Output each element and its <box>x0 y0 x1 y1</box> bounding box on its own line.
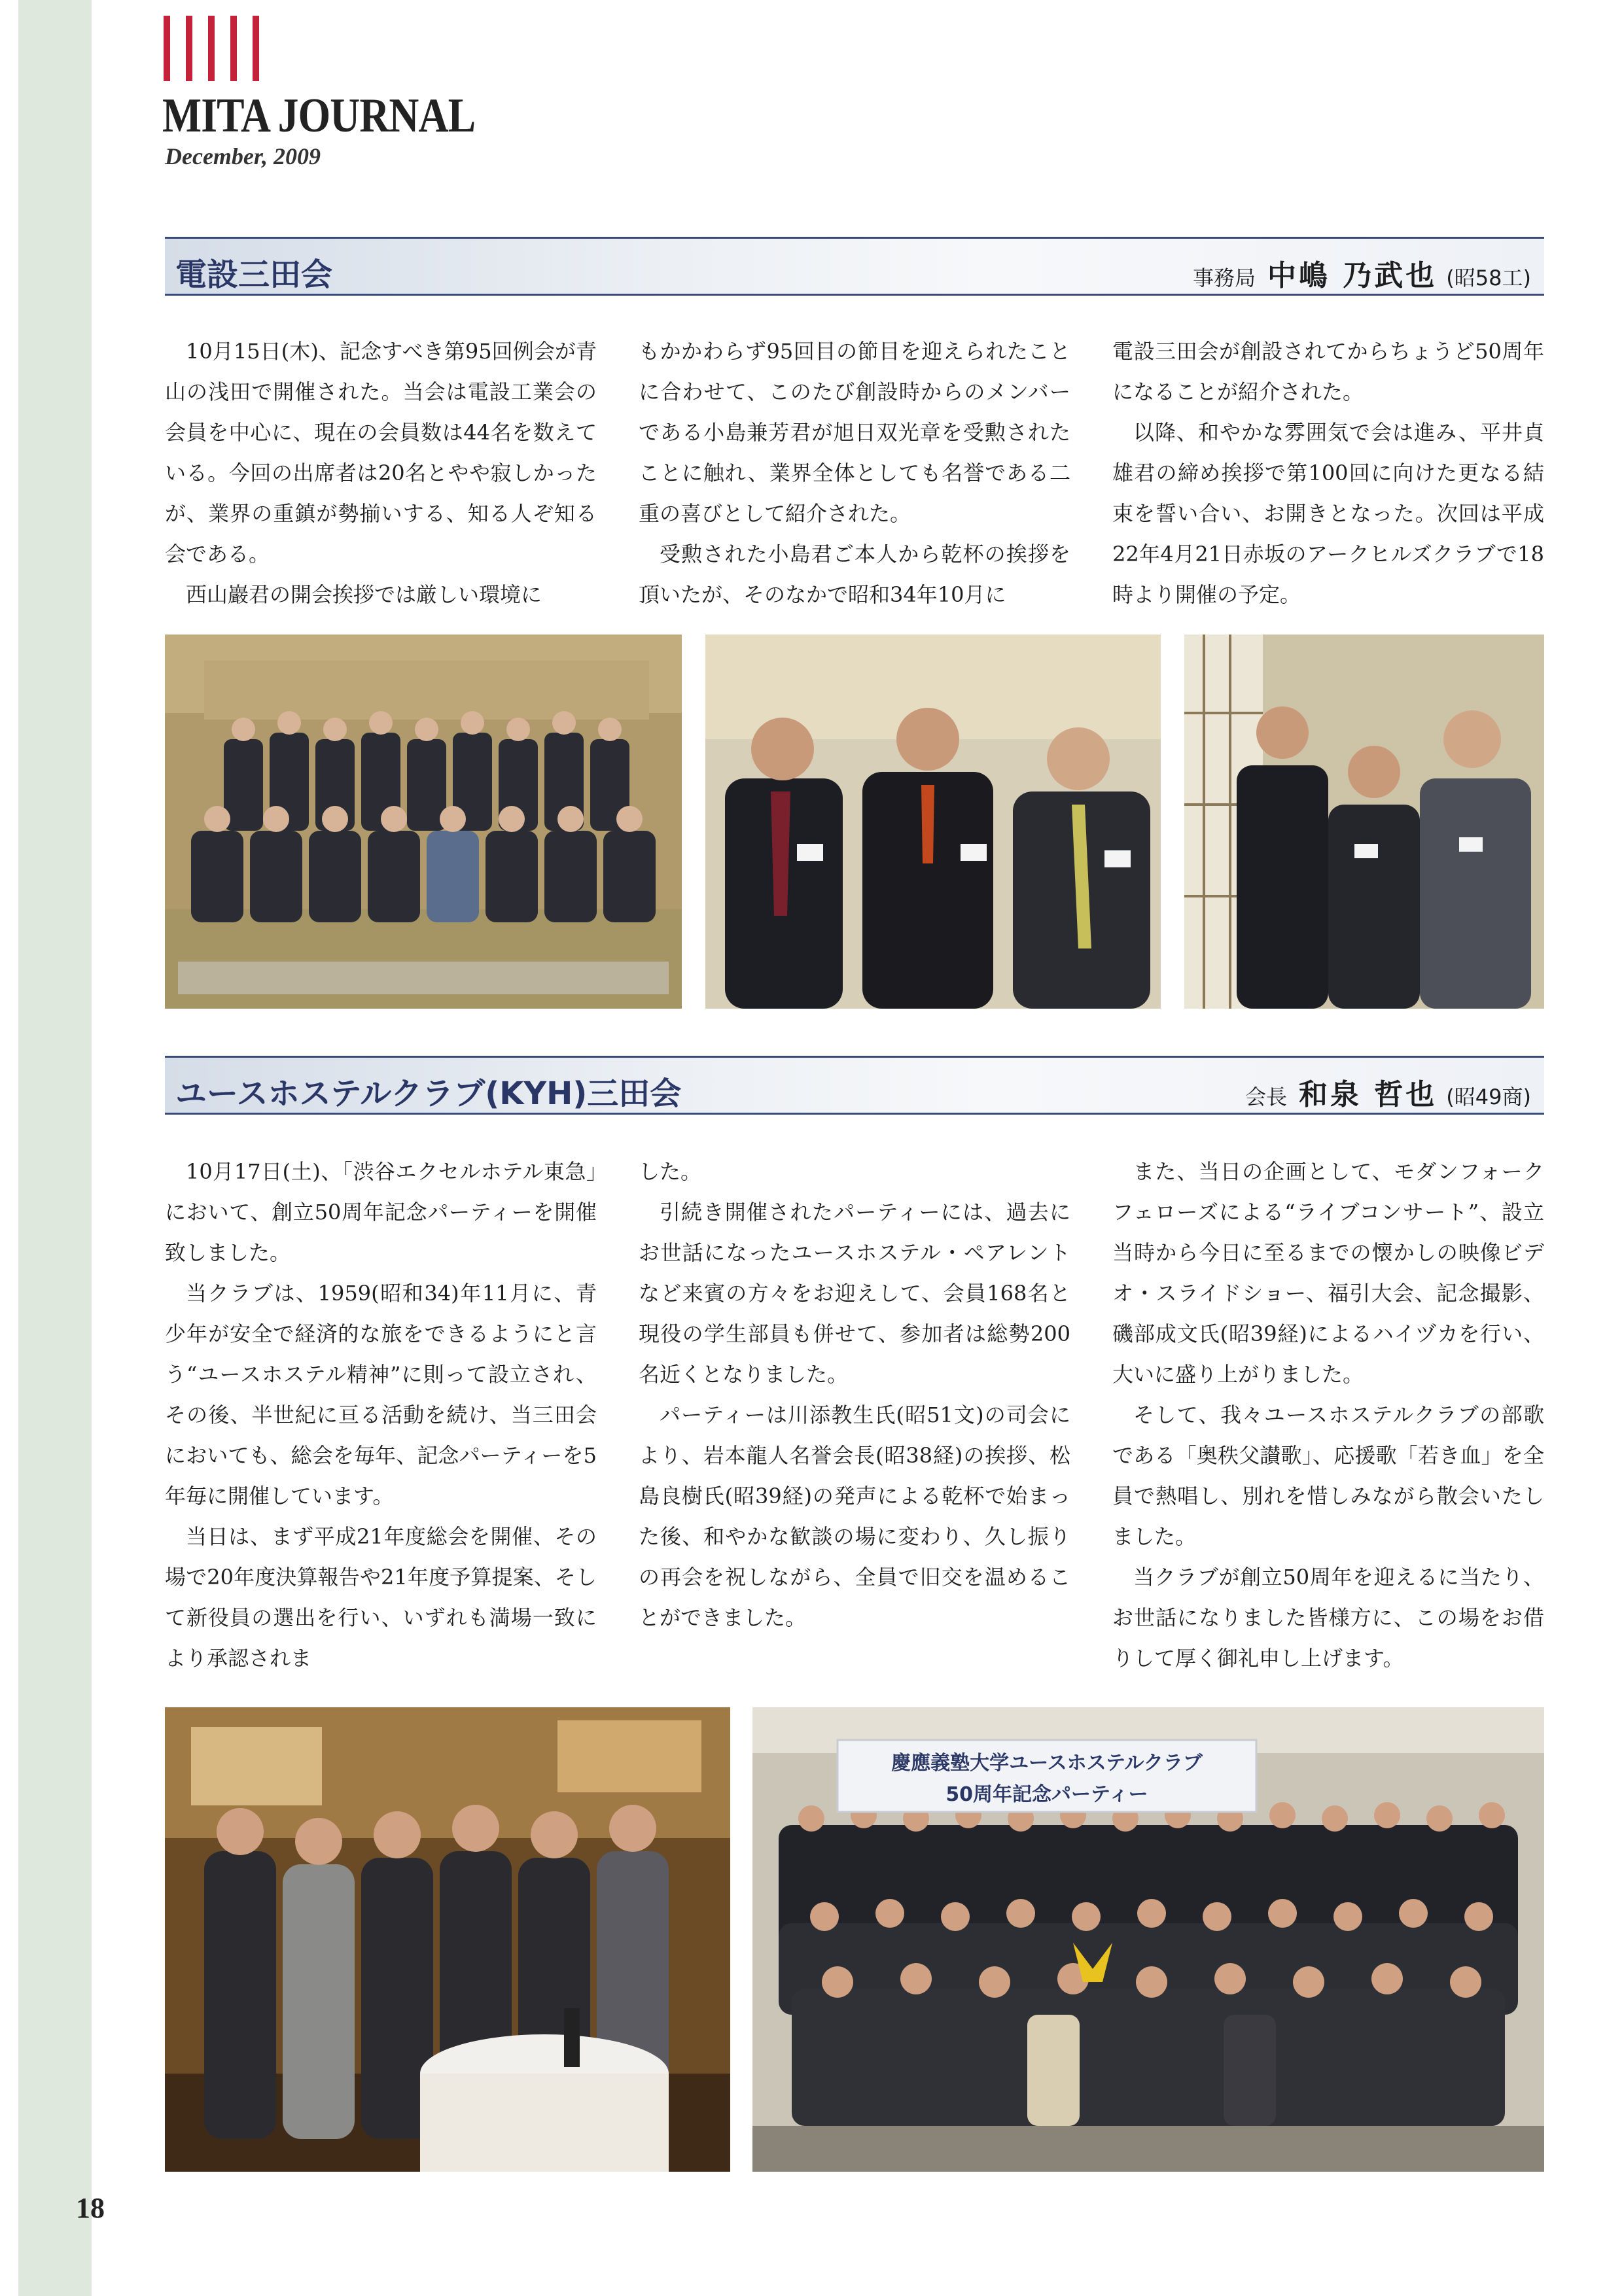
section1-author-name: 中嶋 乃武也 <box>1267 259 1438 292</box>
section2-author-name: 和泉 哲也 <box>1298 1078 1438 1111</box>
photo-three-men-standing <box>1184 635 1544 1009</box>
paragraph: 電設三田会が創設されてからちょうど50周年になることが紹介された。 <box>1112 339 1544 404</box>
paragraph: 以降、和やかな雰囲気で会は進み、平井貞雄君の締め挨拶で第100回に向けた更なる結束を誓い合い、お開きとなった。次回は平成22年4月21日赤坂のアークヒルズクラブで18時より開催の予定。 <box>1112 420 1544 607</box>
journal-title: MITA JOURNAL <box>162 89 476 143</box>
paragraph: 西山巖君の開会挨拶では厳しい環境に <box>186 582 542 607</box>
section1-author-role: 事務局 <box>1192 266 1256 290</box>
section1-header <box>165 237 1544 296</box>
section1-column-1 <box>165 331 597 615</box>
section2-title: ユースホステルクラブ(KYH)三田会 <box>175 1075 682 1112</box>
journal-logo-bars <box>164 16 268 81</box>
banner-line-2: 50周年記念パーティー <box>945 1783 1148 1806</box>
section2-header <box>165 1056 1544 1115</box>
section2-column-2 <box>639 1151 1070 1638</box>
section1-byline <box>1193 252 1531 294</box>
section1-column-3 <box>1112 331 1544 615</box>
section2-column-1 <box>165 1151 597 1679</box>
issue-date: December, 2009 <box>165 143 321 169</box>
paragraph: 受勲された小島君ご本人から乾杯の挨拶を頂いたが、そのなかで昭和34年10月に <box>639 542 1070 607</box>
paragraph: 引続き開催されたパーティーには、過去にお世話になったユースホステル・ペアレントなど来賓の方々をお迎えして、会員168名と現役の学生部員も併せて、参加者は総勢200名近くとなりました。 <box>639 1200 1070 1387</box>
section2-byline <box>1245 1071 1531 1113</box>
section1-column-2 <box>639 331 1070 615</box>
page-number: 18 <box>76 2192 105 2224</box>
paragraph: もかかわらず95回目の節目を迎えられたことに合わせて、このたび創設時からのメンバーである小島兼芳君が旭日双光章を受勲されたことに触れ、業界全体としても名誉である二重の喜びとして紹介された。 <box>639 339 1070 526</box>
section2-author-role: 会長 <box>1244 1085 1287 1109</box>
paragraph: パーティーは川添教生氏(昭51文)の司会により、岩本龍人名誉会長(昭38経)の挨拶、松島良樹氏(昭39経)の発声による乾杯で始まった後、和やかな歓談の場に変わり、久し振りの再会を祝しながら、全員で旧交を温めることができました。 <box>639 1402 1070 1630</box>
side-color-strip <box>18 0 92 2296</box>
photo-singing-group <box>165 1707 730 2172</box>
paragraph: また、当日の企画として、モダンフォークフェローズによる“ライブコンサート”、設立当時から今日に至るまでの懐かしの映像ビデオ・スライドショー、福引大会、記念撮影、磯部成文氏(昭39経)によるハイヅカを行い、大いに盛り上がりました。 <box>1112 1159 1544 1387</box>
photo-anniversary-group <box>752 1707 1544 2172</box>
photo-group-seated <box>165 635 682 1009</box>
paragraph: そして、我々ユースホステルクラブの部歌である「奥秩父讃歌」、応援歌「若き血」を全員で熱唱し、別れを惜しみながら散会いたしました。 <box>1112 1402 1544 1549</box>
paragraph: 10月15日(木)、記念すべき第95回例会が青山の浅田で開催された。当会は電設工業会の会員を中心に、現在の会員数は44名を数えている。今回の出席者は20名とやや寂しかったが、業界の重鎮が勢揃いする、知る人ぞ知る会である。 <box>165 339 597 566</box>
photo-three-men-seated <box>705 635 1161 1009</box>
paragraph: 当クラブが創立50周年を迎えるに当たり、お世話になりました皆様方に、この場をお借りして厚く御礼申し上げます。 <box>1112 1565 1544 1671</box>
paragraph: 当クラブは、1959(昭和34)年11月に、青少年が安全で経済的な旅をできるようにと言う“ユースホステル精神”に則って設立され、その後、半世紀に亘る活動を続け、当三田会においても、総会を毎年、記念パーティーを5年毎に開催しています。 <box>165 1281 597 1508</box>
banner-line-1: 慶應義塾大学ユースホステルクラブ <box>891 1752 1203 1775</box>
paragraph: 当日は、まず平成21年度総会を開催、その場で20年度決算報告や21年度予算提案、そして新役員の選出を行い、いずれも満場一致により承認されま <box>165 1524 597 1671</box>
paragraph: した。 <box>639 1159 702 1184</box>
section2-author-class: (昭49商) <box>1446 1085 1531 1109</box>
section1-author-class: (昭58工) <box>1446 266 1531 290</box>
section2-column-3 <box>1112 1151 1544 1679</box>
section1-title: 電設三田会 <box>175 256 333 293</box>
paragraph: 10月17日(土)、「渋谷エクセルホテル東急」において、創立50周年記念パーティーを開催致しました。 <box>165 1159 597 1265</box>
